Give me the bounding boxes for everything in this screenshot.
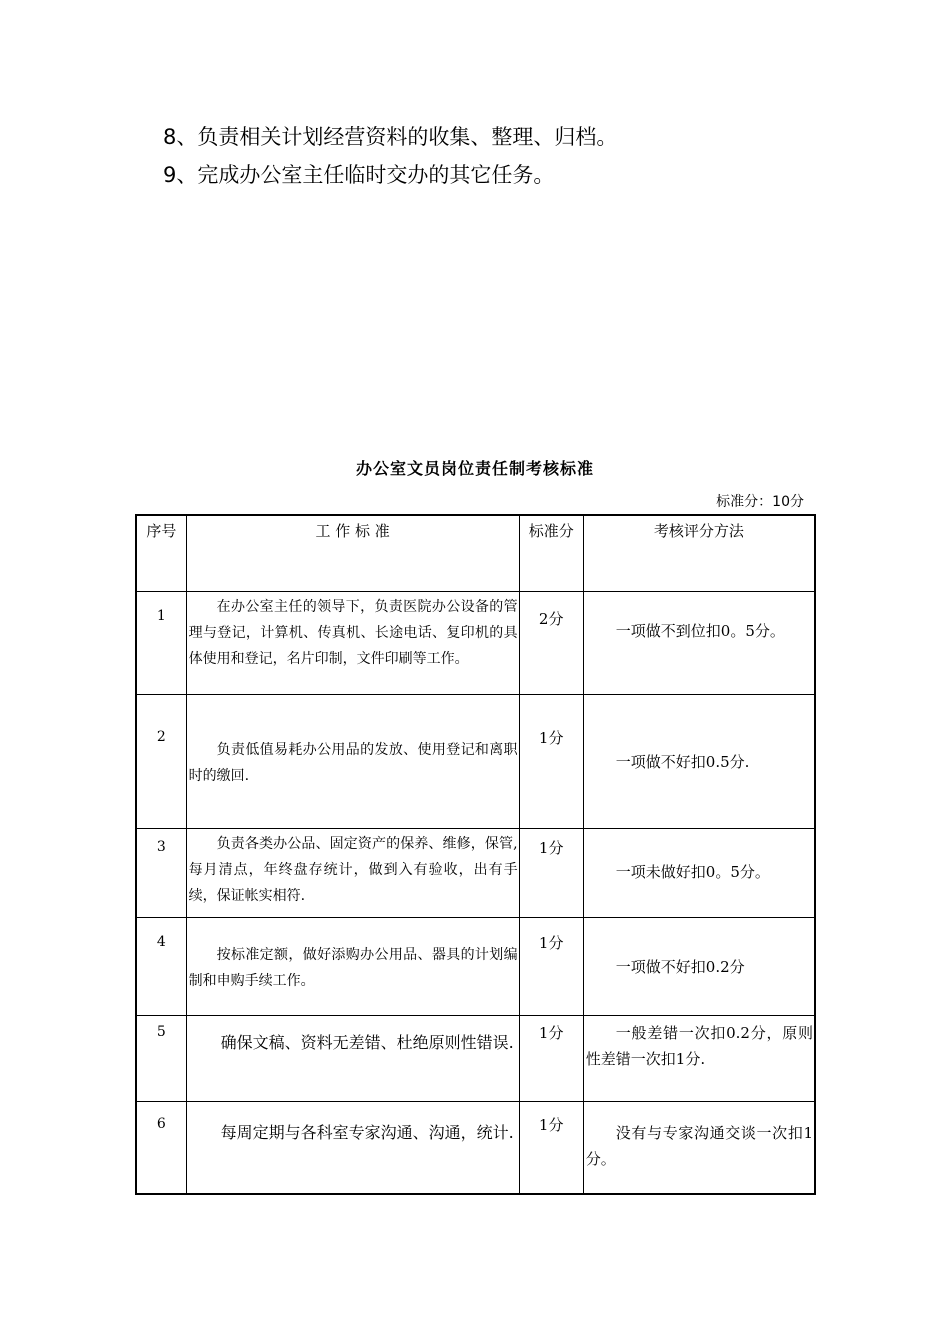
row-work: 按标准定额，做好添购办公用品、器具的计划编制和申购手续工作。	[186, 918, 519, 1016]
row-seq: 4	[136, 918, 186, 1016]
row-method: 一项做不好扣0.5分.	[583, 695, 815, 829]
table-row	[136, 829, 815, 918]
row-method: 一项未做好扣0。5分。	[583, 829, 815, 918]
row-seq: 6	[136, 1102, 186, 1194]
row-method: 一项做不好扣0.2分	[583, 918, 815, 1016]
row-method: 一项做不到位扣0。5分。	[583, 592, 815, 695]
row-seq: 3	[136, 829, 186, 918]
row-score: 1分	[519, 918, 583, 1016]
row-work: 确保文稿、资料无差错、杜绝原则性错误.	[186, 1016, 519, 1102]
list-item: 8、负责相关计划经营资料的收集、整理、归档。	[163, 125, 618, 149]
header-work-standard: 工 作 标 准	[186, 515, 519, 592]
table-row	[136, 1016, 815, 1102]
table-row	[136, 695, 815, 829]
row-score: 1分	[519, 695, 583, 829]
table-row	[136, 918, 815, 1016]
row-score: 1分	[519, 829, 583, 918]
table-title: 办公室文员岗位责任制考核标准	[355, 459, 594, 478]
row-method: 一般差错一次扣0.2分，原则性差错一次扣1分.	[583, 1016, 815, 1102]
row-seq: 5	[136, 1016, 186, 1102]
assessment-table	[135, 514, 816, 1195]
row-work: 负责低值易耗办公用品的发放、使用登记和离职时的缴回.	[186, 695, 519, 829]
row-seq: 1	[136, 592, 186, 695]
table-row	[136, 592, 815, 695]
standard-score: 标准分：10分	[716, 494, 804, 510]
table-row	[136, 1102, 815, 1194]
list-item: 9、完成办公室主任临时交办的其它任务。	[163, 163, 555, 187]
row-score: 1分	[519, 1102, 583, 1194]
row-work: 负责各类办公品、固定资产的保养、维修，保管,每月清点，年终盘存统计，做到入有验收，出有手续，保证帐实相符.	[186, 829, 519, 918]
header-standard-score: 标准分	[519, 515, 583, 592]
row-work: 每周定期与各科室专家沟通、沟通，统计.	[186, 1102, 519, 1194]
row-method: 没有与专家沟通交谈一次扣1分。	[583, 1102, 815, 1194]
header-method: 考核评分方法	[583, 515, 815, 592]
row-score: 1分	[519, 1016, 583, 1102]
duty-list	[163, 118, 617, 194]
row-seq: 2	[136, 695, 186, 829]
row-work: 在办公室主任的领导下，负责医院办公设备的管理与登记，计算机、传真机、长途电话、复印机的具体使用和登记，名片印制，文件印刷等工作。	[186, 592, 519, 695]
table-header-row	[136, 515, 815, 592]
row-score: 2分	[519, 592, 583, 695]
header-seq: 序号	[136, 515, 186, 592]
